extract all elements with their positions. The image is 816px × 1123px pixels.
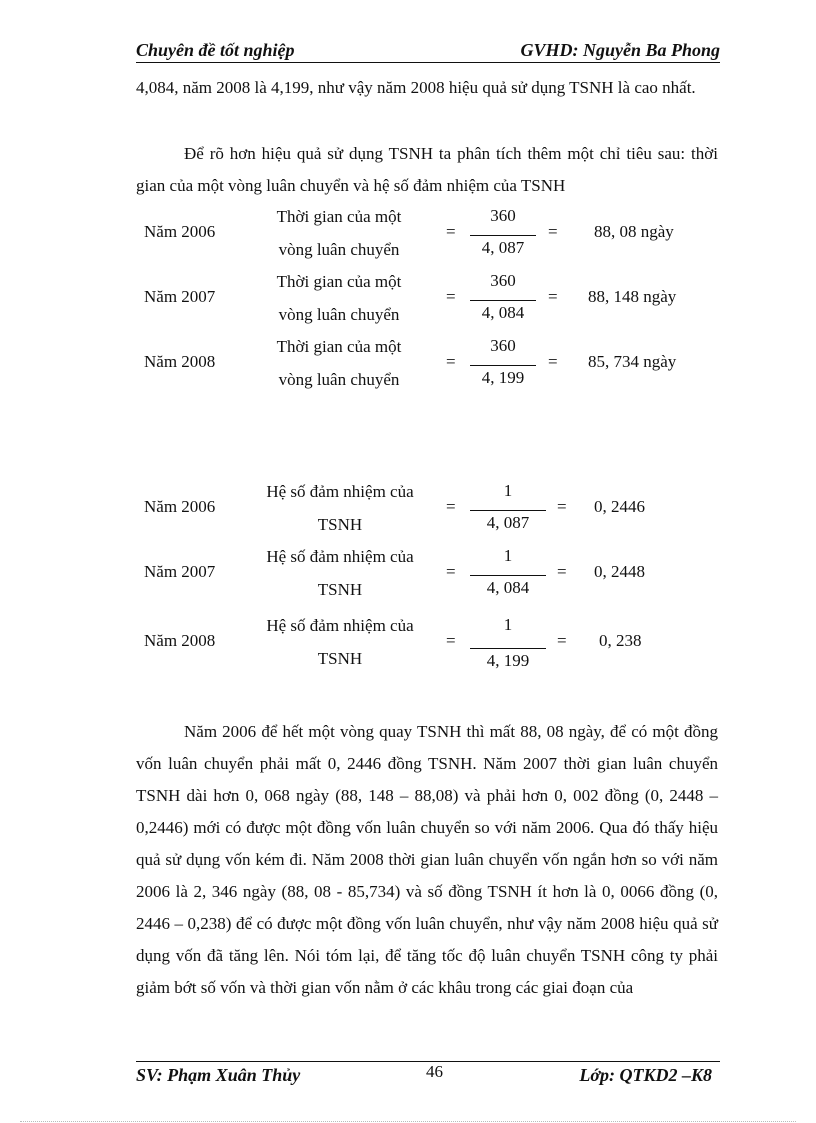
formula-description xyxy=(256,265,422,331)
denominator: 4, 087 xyxy=(481,238,525,257)
denominator: 4, 199 xyxy=(486,651,530,670)
conclusion-paragraph: Năm 2006 để hết một vòng quay TSNH thì mất 88, 08 ngày, để có một đồng vốn luân chuyển phải mất 0, 2446 đồng TSNH. Năm 2007 thời gian luân chuyển TSNH dài hơn 0, 068 ngày (88, 148 – 88,08) và phải hơn 0, 002 đồng (0, 2448 – 0,2446) mới có được một đồng vốn luân chuyển so với năm 2006. Qua đó thấy hiệu quả sử dụng vốn kém đi. Năm 2008 thời gian luân chuyển vốn ngắn hơn so với năm 2006 là 2, 346 ngày (88, 08 - 85,734) và số đồng TSNH ít hơn là 0, 0066 đồng (0, 2446 – 0,238) để có được một đồng vốn luân chuyển, như vậy năm 2008 hiệu quả sử dụng vốn đã tăng lên. Nói tóm lại, để tăng tốc độ luân chuyển TSNH công ty phải giảm bớt số vốn và thời gian vốn nằm ở các khâu trong các giai đoạn của xyxy=(136,722,718,997)
description-line-2: TSNH xyxy=(317,649,363,668)
year-label: Năm 2008 xyxy=(144,352,216,371)
denominator: 4, 084 xyxy=(481,303,525,322)
description-line-1: Hệ số đảm nhiệm của xyxy=(266,482,414,501)
equals-sign: = xyxy=(446,562,456,581)
formula-description xyxy=(256,330,422,396)
equals-sign: = xyxy=(548,287,558,306)
formula-description xyxy=(256,200,422,266)
result-value: 0, 2446 xyxy=(594,497,645,516)
header-divider xyxy=(136,62,720,63)
year-label: Năm 2006 xyxy=(144,222,216,241)
result-value: 0, 2448 xyxy=(594,562,645,581)
fraction-bar xyxy=(470,235,536,236)
year-label: Năm 2008 xyxy=(144,631,216,650)
equals-sign: = xyxy=(446,222,456,241)
numerator: 360 xyxy=(490,206,516,225)
description-line-1: Hệ số đảm nhiệm của xyxy=(266,616,414,635)
equals-sign: = xyxy=(446,631,456,650)
description-line-1: Thời gian của một xyxy=(276,337,402,356)
fraction-bar xyxy=(470,510,546,511)
page-number: 46 xyxy=(426,1062,443,1081)
fraction-bar xyxy=(470,300,536,301)
description-line-2: vòng luân chuyển xyxy=(278,370,400,389)
description-line-1: Thời gian của một xyxy=(276,207,402,226)
numerator: 1 xyxy=(503,546,513,565)
description-line-2: vòng luân chuyển xyxy=(278,305,400,324)
intro-paragraph-2: Để rõ hơn hiệu quả sử dụng TSNH ta phân tích thêm một chỉ tiêu sau: thời gian của một vòng luân chuyển và hệ số đảm nhiệm của TSNH xyxy=(136,144,718,195)
equals-sign: = xyxy=(548,352,558,371)
formula-description xyxy=(248,475,432,541)
description-line-2: TSNH xyxy=(317,580,363,599)
footer-right: Lớp: QTKD2 –K8 xyxy=(579,1065,712,1085)
page-bottom-edge xyxy=(20,1121,796,1122)
fraction-bar xyxy=(470,575,546,576)
result-value: 88, 08 ngày xyxy=(594,222,674,241)
equals-sign: = xyxy=(446,352,456,371)
year-label: Năm 2006 xyxy=(144,497,216,516)
header-left: Chuyên đề tốt nghiệp xyxy=(136,40,295,60)
formula-description xyxy=(248,609,432,675)
equals-sign: = xyxy=(557,631,567,650)
description-line-1: Thời gian của một xyxy=(276,272,402,291)
year-label: Năm 2007 xyxy=(144,562,216,581)
result-value: 0, 238 xyxy=(599,631,642,650)
equals-sign: = xyxy=(557,497,567,516)
fraction-bar xyxy=(470,648,546,649)
equals-sign: = xyxy=(557,562,567,581)
result-value: 85, 734 ngày xyxy=(588,352,677,371)
header-right: GVHD: Nguyễn Ba Phong xyxy=(520,40,720,60)
result-value: 88, 148 ngày xyxy=(588,287,677,306)
formula-description xyxy=(248,540,432,606)
denominator: 4, 087 xyxy=(486,513,530,532)
fraction-bar xyxy=(470,365,536,366)
description-line-2: TSNH xyxy=(317,515,363,534)
description-line-2: vòng luân chuyển xyxy=(278,240,400,259)
numerator: 1 xyxy=(503,615,513,634)
denominator: 4, 199 xyxy=(481,368,525,387)
equals-sign: = xyxy=(446,497,456,516)
numerator: 360 xyxy=(490,271,516,290)
year-label: Năm 2007 xyxy=(144,287,216,306)
equals-sign: = xyxy=(446,287,456,306)
numerator: 360 xyxy=(490,336,516,355)
intro-paragraph-1: 4,084, năm 2008 là 4,199, như vậy năm 2008 hiệu quả sử dụng TSNH là cao nhất. xyxy=(136,78,696,97)
equals-sign: = xyxy=(548,222,558,241)
description-line-1: Hệ số đảm nhiệm của xyxy=(266,547,414,566)
numerator: 1 xyxy=(503,481,513,500)
footer-left: SV: Phạm Xuân Thủy xyxy=(136,1065,301,1085)
denominator: 4, 084 xyxy=(486,578,530,597)
